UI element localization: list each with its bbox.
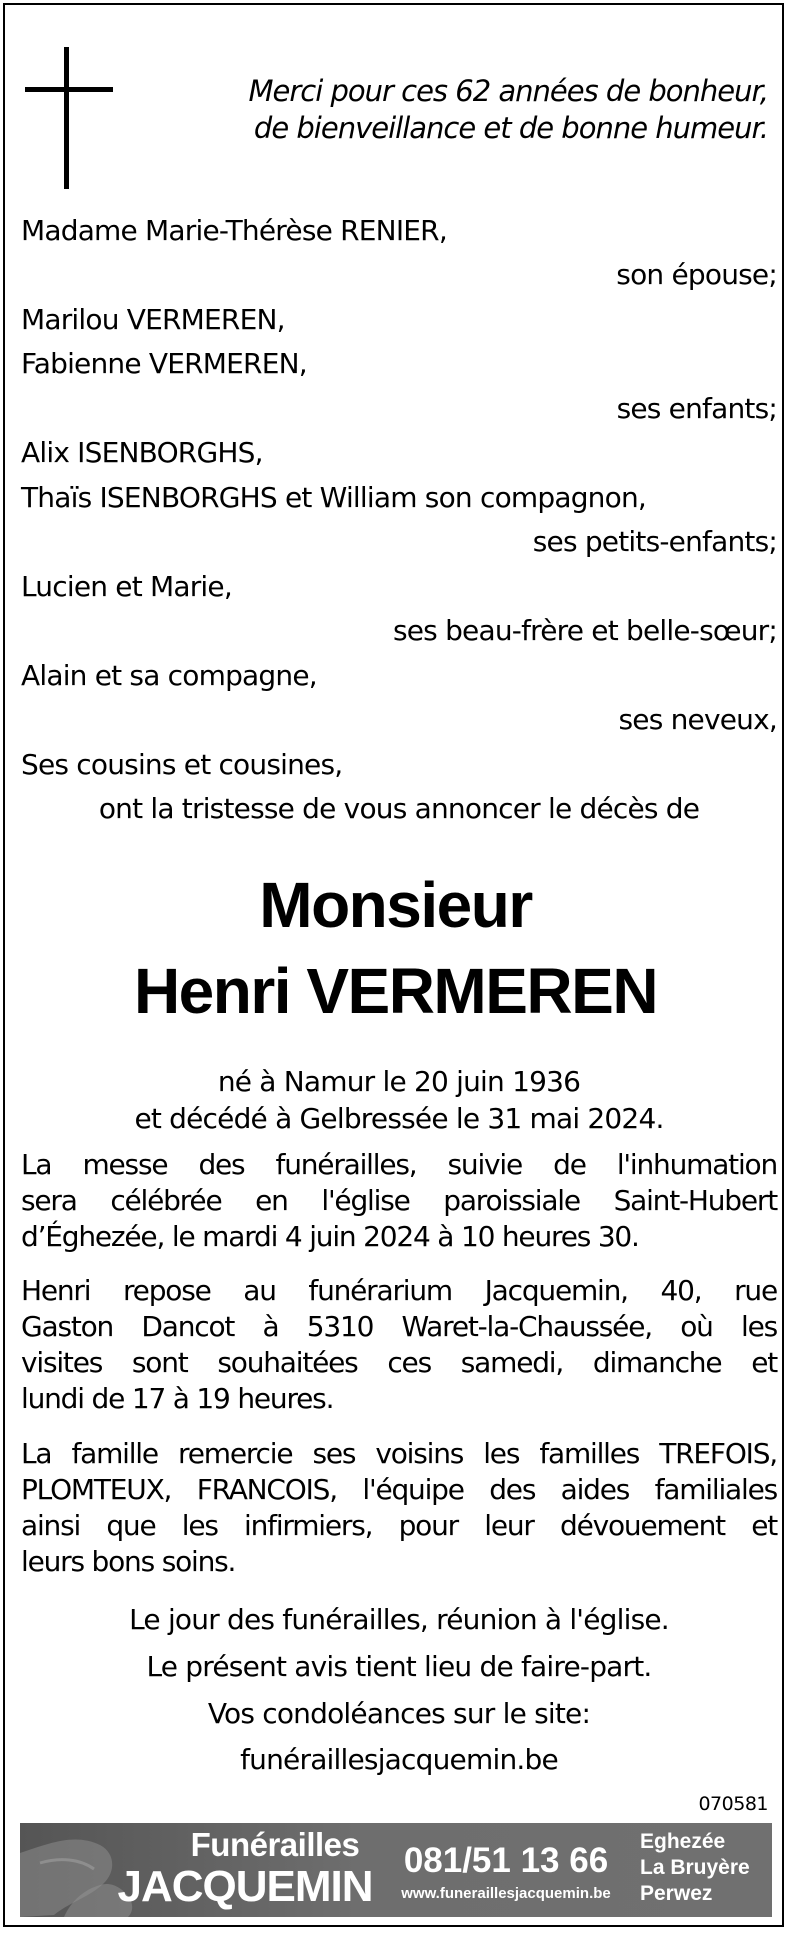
website-link[interactable]: www.funeraillesjacquemin.be	[401, 1885, 611, 1902]
funeral-mass-paragraph	[21, 1147, 777, 1255]
paragraph-line: lundi de 17 à 19 heures.	[21, 1382, 334, 1415]
family-line: Madame Marie-Thérèse RENIER,	[21, 214, 447, 247]
birth-info: né à Namur le 20 juin 1936	[217, 1065, 581, 1098]
locations-list	[640, 1829, 768, 1907]
family-line: Alix ISENBORGHS,	[21, 436, 263, 469]
paragraph-line: d’Éghezée, le mardi 4 juin 2024 à 10 heures 30.	[21, 1220, 639, 1253]
family-line: ses petits-enfants;	[532, 525, 777, 558]
announcement-line: ont la tristesse de vous annoncer le décès de	[98, 792, 700, 825]
obituary-notice	[3, 3, 784, 1927]
family-line: Ses cousins et cousines,	[21, 748, 343, 781]
location-item: Perwez	[640, 1882, 713, 1905]
location-item: La Bruyère	[640, 1856, 750, 1879]
family-line: ses enfants;	[616, 392, 777, 425]
family-line: Marilou VERMEREN,	[21, 303, 285, 336]
paragraph-line: PLOMTEUX, FRANCOIS, l'équipe des aides familiales	[21, 1473, 777, 1506]
reference-number: 070581	[698, 1793, 768, 1815]
condolence-site: funéraillesjacquemin.be	[240, 1743, 558, 1776]
closing-line: Vos condoléances sur le site:	[207, 1697, 591, 1730]
memorial-quote	[208, 73, 768, 147]
quote-line-1: Merci pour ces 62 années de bonheur,	[248, 74, 768, 108]
family-line: Thaïs ISENBORGHS et William son compagnon,	[21, 481, 647, 514]
brand-line-2: JACQUEMIN	[117, 1862, 373, 1911]
closing-line: Le jour des funérailles, réunion à l'église.	[129, 1603, 669, 1636]
phone-number: 081/51 13 66	[403, 1841, 609, 1880]
paragraph-line: La messe des funérailles, suivie de l'inhumation	[21, 1148, 777, 1181]
quote-line-2: de bienveillance et de bonne humeur.	[253, 111, 768, 145]
family-line: ses beau-frère et belle-sœur;	[392, 614, 777, 647]
paragraph-line: leurs bons soins.	[21, 1545, 236, 1578]
family-line: Fabienne VERMEREN,	[21, 347, 307, 380]
deceased-title: Monsieur	[259, 869, 532, 941]
brand-line-1: Funérailles	[190, 1826, 360, 1863]
cross-icon	[25, 47, 113, 189]
paragraph-line: ainsi que les infirmiers, pour leur dévouement et	[21, 1509, 777, 1542]
closing-line: Le présent avis tient lieu de faire-part.	[146, 1650, 652, 1683]
death-info: et décédé à Gelbressée le 31 mai 2024.	[134, 1102, 664, 1135]
paragraph-line: Gaston Dancot à 5310 Waret-la-Chaussée, où les	[21, 1310, 777, 1343]
paragraph-line: visites sont souhaitées ces samedi, dimanche et	[21, 1346, 777, 1379]
paragraph-line: Henri repose au funérarium Jacquemin, 40, rue	[21, 1274, 777, 1307]
family-line: Alain et sa compagne,	[21, 659, 317, 692]
location-item: Eghezée	[640, 1830, 726, 1853]
family-line: ses neveux,	[618, 703, 777, 736]
visitation-paragraph	[21, 1273, 777, 1417]
deceased-name: Henri VERMEREN	[133, 955, 658, 1027]
funeral-home-banner	[20, 1823, 772, 1917]
paragraph-line: La famille remercie ses voisins les familles TREFOIS,	[21, 1437, 777, 1470]
thanks-paragraph	[21, 1436, 777, 1580]
family-line: Lucien et Marie,	[21, 570, 232, 603]
family-line: son épouse;	[616, 258, 777, 291]
paragraph-line: sera célébrée en l'église paroissiale Saint-Hubert	[21, 1184, 777, 1217]
